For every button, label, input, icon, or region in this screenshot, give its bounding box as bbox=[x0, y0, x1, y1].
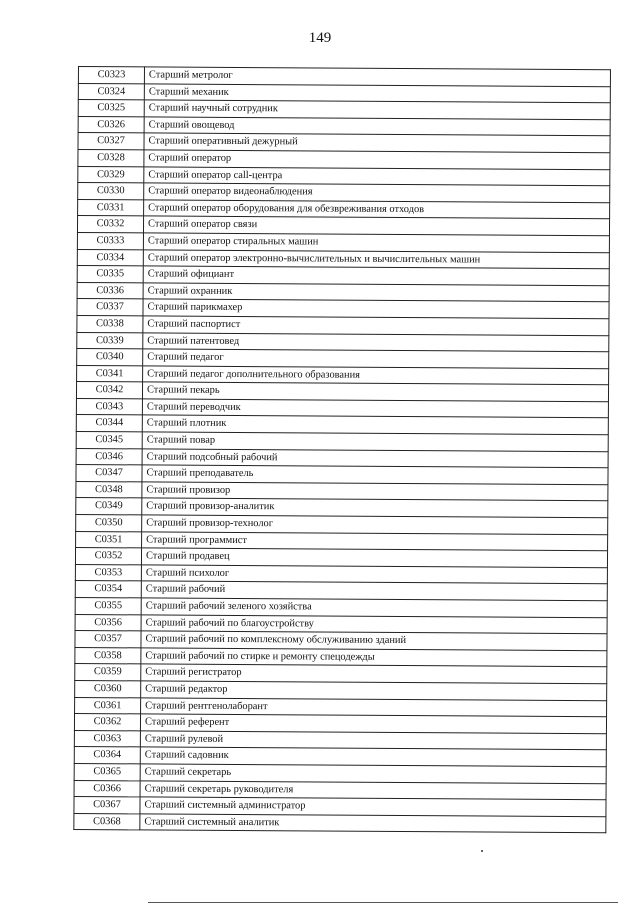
title-cell: Старший плотник bbox=[142, 415, 608, 434]
code-cell: С0355 bbox=[75, 597, 141, 614]
title-cell: Старший рабочий по комплексному обслуживанию зданий bbox=[141, 631, 607, 650]
table-body bbox=[74, 67, 611, 834]
code-cell: С0342 bbox=[76, 382, 142, 399]
code-cell: С0331 bbox=[78, 199, 144, 216]
code-cell: С0356 bbox=[75, 614, 141, 631]
title-cell: Старший секретарь bbox=[140, 764, 606, 783]
code-cell: С0337 bbox=[77, 299, 143, 316]
page-number: 149 bbox=[308, 30, 332, 46]
title-cell: Старший повар bbox=[142, 432, 608, 451]
code-cell: С0358 bbox=[75, 647, 141, 664]
bottom-rule bbox=[148, 902, 618, 903]
code-cell: С0360 bbox=[75, 680, 141, 697]
title-cell: Старший парикмахер bbox=[143, 299, 609, 318]
title-cell: Старший провизор bbox=[142, 482, 608, 501]
scan-speck bbox=[481, 850, 483, 852]
code-cell: С0341 bbox=[77, 365, 143, 382]
code-cell: С0357 bbox=[75, 631, 141, 648]
code-cell: С0349 bbox=[76, 498, 142, 515]
title-cell: Старший системный аналитик bbox=[140, 814, 606, 833]
title-cell: Старший рабочий по стирке и ремонту спецодежды bbox=[141, 648, 607, 667]
title-cell: Старший пекарь bbox=[142, 382, 608, 401]
title-cell: Старший рабочий по благоустройству bbox=[141, 614, 607, 633]
code-cell: С0343 bbox=[76, 398, 142, 415]
code-cell: С0352 bbox=[75, 548, 141, 565]
title-cell: Старший метролог bbox=[144, 67, 610, 86]
title-cell: Старший оператор bbox=[144, 150, 610, 169]
title-cell: Старший переводчик bbox=[142, 399, 608, 418]
code-cell: С0344 bbox=[76, 415, 142, 432]
code-cell: С0368 bbox=[74, 813, 140, 830]
code-cell: С0364 bbox=[74, 747, 140, 764]
code-cell: С0336 bbox=[77, 282, 143, 299]
code-cell: С0334 bbox=[77, 249, 143, 266]
code-cell: С0333 bbox=[77, 232, 143, 249]
code-cell: С0365 bbox=[74, 763, 140, 780]
code-cell: С0367 bbox=[74, 797, 140, 814]
code-cell: С0348 bbox=[76, 481, 142, 498]
title-cell: Старший официант bbox=[143, 266, 609, 285]
title-cell: Старший провизор-аналитик bbox=[142, 498, 608, 517]
title-cell: Старший патентовед bbox=[143, 332, 609, 351]
title-cell: Старший оператор видеонаблюдения bbox=[144, 183, 610, 202]
code-cell: С0354 bbox=[75, 581, 141, 598]
code-cell: С0326 bbox=[78, 116, 144, 133]
code-cell: С0329 bbox=[78, 166, 144, 183]
code-cell: С0340 bbox=[77, 349, 143, 366]
title-cell: Старший оператор электронно-вычислительных и вычислительных машин bbox=[143, 249, 609, 268]
title-cell: Старший регистратор bbox=[141, 664, 607, 683]
title-cell: Старший оператор call-центра bbox=[144, 166, 610, 185]
title-cell: Старший продавец bbox=[141, 548, 607, 567]
code-cell: С0350 bbox=[76, 515, 142, 532]
title-cell: Старший рулевой bbox=[140, 731, 606, 750]
title-cell: Старший оператор стиральных машин bbox=[143, 233, 609, 252]
title-cell: Старший системный администратор bbox=[140, 797, 606, 816]
title-cell: Старший садовник bbox=[140, 747, 606, 766]
title-cell: Старший оператор связи bbox=[143, 216, 609, 235]
occupation-code-table bbox=[73, 66, 611, 834]
code-cell: С0366 bbox=[74, 780, 140, 797]
code-cell: С0361 bbox=[75, 697, 141, 714]
title-cell: Старший преподаватель bbox=[142, 465, 608, 484]
title-cell: Старший паспортист bbox=[143, 316, 609, 335]
code-cell: С0338 bbox=[77, 315, 143, 332]
code-cell: С0335 bbox=[77, 266, 143, 283]
title-cell: Старший рабочий зеленого хозяйства bbox=[141, 598, 607, 617]
title-cell: Старший подсобный рабочий bbox=[142, 449, 608, 468]
title-cell: Старший оперативный дежурный bbox=[144, 133, 610, 152]
title-cell: Старший программист bbox=[142, 532, 608, 551]
code-cell: С0324 bbox=[78, 83, 144, 100]
code-cell: С0323 bbox=[78, 67, 144, 84]
code-cell: С0347 bbox=[76, 465, 142, 482]
table-row bbox=[74, 813, 606, 833]
code-cell: С0362 bbox=[74, 714, 140, 731]
title-cell: Старший редактор bbox=[141, 681, 607, 700]
title-cell: Старший рабочий bbox=[141, 581, 607, 600]
code-cell: С0359 bbox=[75, 664, 141, 681]
title-cell: Старший научный сотрудник bbox=[144, 100, 610, 119]
code-cell: С0328 bbox=[78, 149, 144, 166]
title-cell: Старший овощевод bbox=[144, 117, 610, 136]
code-cell: С0351 bbox=[76, 531, 142, 548]
title-cell: Старший механик bbox=[144, 83, 610, 102]
title-cell: Старший провизор-технолог bbox=[142, 515, 608, 534]
title-cell: Старший охранник bbox=[143, 283, 609, 302]
code-cell: С0332 bbox=[77, 216, 143, 233]
title-cell: Старший психолог bbox=[141, 565, 607, 584]
title-cell: Старший педагог дополнительного образования bbox=[143, 366, 609, 385]
title-cell: Старший оператор оборудования для обезвреживания отходов bbox=[144, 200, 610, 219]
title-cell: Старший педагог bbox=[143, 349, 609, 368]
title-cell: Старший референт bbox=[140, 714, 606, 733]
code-cell: С0346 bbox=[76, 448, 142, 465]
code-cell: С0345 bbox=[76, 432, 142, 449]
code-cell: С0353 bbox=[75, 564, 141, 581]
title-cell: Старший секретарь руководителя bbox=[140, 780, 606, 799]
title-cell: Старший рентгенолаборант bbox=[141, 697, 607, 716]
code-cell: С0339 bbox=[77, 332, 143, 349]
code-cell: С0363 bbox=[74, 730, 140, 747]
code-cell: С0327 bbox=[78, 133, 144, 150]
code-cell: С0330 bbox=[78, 183, 144, 200]
code-cell: С0325 bbox=[78, 100, 144, 117]
